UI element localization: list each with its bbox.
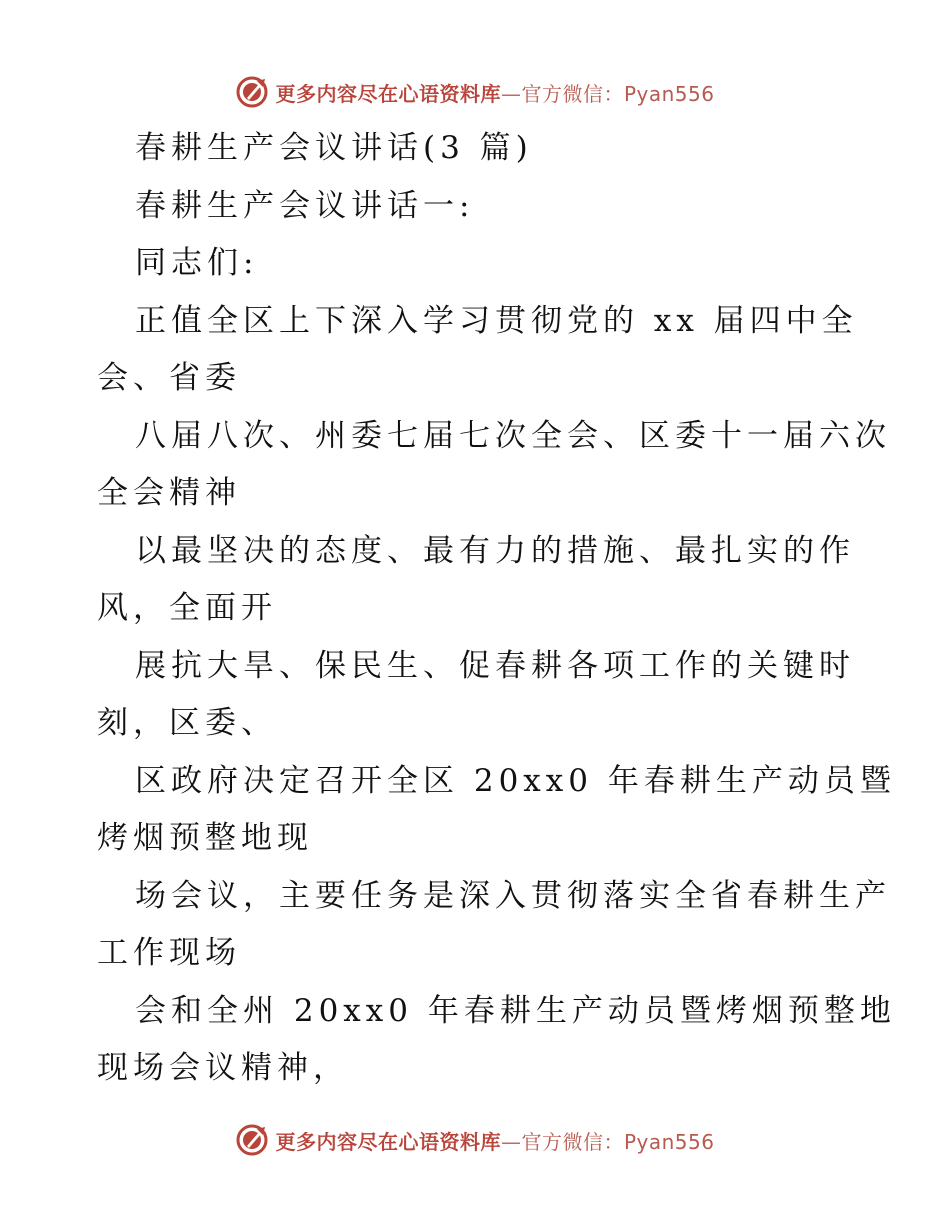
document-line: 同志们: xyxy=(135,245,259,281)
banner-wechat: 官方微信：Pyan556 xyxy=(521,1129,715,1154)
footer-banner xyxy=(0,1118,950,1162)
banner-brand: 更多内容尽在心语资料库 xyxy=(275,81,501,106)
document-line: 全会精神 xyxy=(97,475,241,511)
banner-brand: 更多内容尽在心语资料库 xyxy=(275,1129,501,1154)
pen-seal-icon xyxy=(235,75,269,109)
document-line: 正值全区上下深入学习贯彻党的 xx 届四中全 xyxy=(135,302,858,339)
banner-dash: — xyxy=(500,1129,522,1154)
banner-text xyxy=(275,1126,714,1155)
document-line: 风，全面开 xyxy=(97,590,277,626)
document-line: 现场会议精神， xyxy=(97,1050,349,1086)
document-line: 展抗大旱、保民生、促春耕各项工作的关键时 xyxy=(135,647,855,684)
banner-inner xyxy=(235,1123,714,1157)
document-line: 刻，区委、 xyxy=(97,705,277,741)
document-line: 八届八次、州委七届七次全会、区委十一届六次 xyxy=(135,417,891,454)
document-line: 烤烟预整地现 xyxy=(97,820,313,856)
banner-text xyxy=(275,78,714,107)
document-line: 春耕生产会议讲话一: xyxy=(135,187,475,224)
document-line: 工作现场 xyxy=(97,935,241,971)
banner-wechat: 官方微信：Pyan556 xyxy=(521,81,715,106)
document-line: 春耕生产会议讲话(3 篇) xyxy=(135,130,533,166)
pen-seal-icon xyxy=(235,1123,269,1157)
document-line: 会和全州 20xx0 年春耕生产动员暨烤烟预整地 xyxy=(135,992,896,1029)
banner-inner xyxy=(235,75,714,109)
banner-dash: — xyxy=(500,81,522,106)
document-line: 以最坚决的态度、最有力的措施、最扎实的作 xyxy=(135,532,855,569)
document-body xyxy=(97,120,896,1098)
document-line: 会、省委 xyxy=(97,360,241,396)
document-line: 区政府决定召开全区 20xx0 年春耕生产动员暨 xyxy=(135,762,896,799)
document-line: 场会议，主要任务是深入贯彻落实全省春耕生产 xyxy=(135,877,891,914)
header-banner xyxy=(0,70,950,114)
